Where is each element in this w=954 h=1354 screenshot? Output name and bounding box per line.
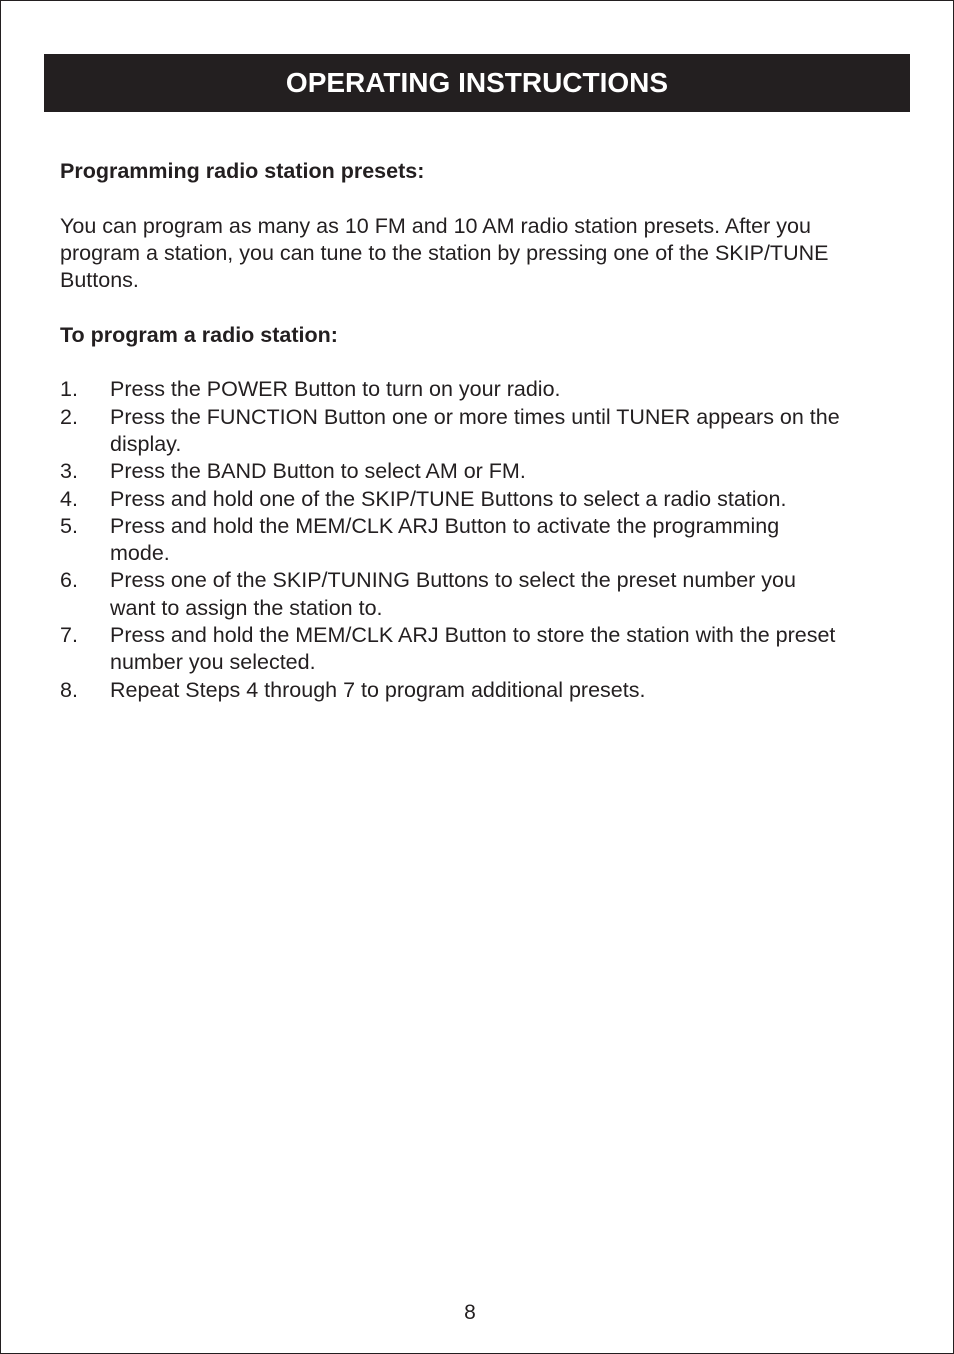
list-item <box>60 677 890 704</box>
list-item <box>60 513 890 568</box>
steps-list <box>60 376 890 704</box>
step-number: 7. <box>60 623 78 648</box>
intro-paragraph: You can program as many as 10 FM and 10 AM radio station presets. After you program a station, you can tune to the station by pressing one of the SKIP/TUNE Buttons. <box>60 213 829 293</box>
header-bar <box>44 54 910 112</box>
step-number: 3. <box>60 459 78 484</box>
step-text: Press one of the SKIP/TUNING Buttons to select the preset number you want to assign the station to. <box>110 568 796 620</box>
step-number: 4. <box>60 486 78 511</box>
spacer <box>60 294 890 321</box>
page-number: 8 <box>464 1301 476 1324</box>
step-text: Press and hold one of the SKIP/TUNE Buttons to select a radio station. <box>110 486 787 511</box>
step-text: Press the POWER Button to turn on your radio. <box>110 377 561 402</box>
list-item <box>60 622 890 677</box>
instructions-section <box>60 158 890 704</box>
list-item <box>60 458 890 485</box>
spacer <box>60 185 890 212</box>
step-text: Press and hold the MEM/CLK ARJ Button to store the station with the preset number you selected. <box>110 623 836 675</box>
section-subheading: To program a radio station: <box>60 322 338 347</box>
step-text: Repeat Steps 4 through 7 to program additional presets. <box>110 677 646 702</box>
step-text: Press the BAND Button to select AM or FM. <box>110 459 526 484</box>
list-item <box>60 376 890 403</box>
spacer <box>60 349 890 376</box>
step-number: 1. <box>60 377 78 402</box>
step-text: Press the FUNCTION Button one or more times until TUNER appears on the display. <box>110 404 840 456</box>
list-item <box>60 567 890 622</box>
step-number: 2. <box>60 404 78 429</box>
step-number: 5. <box>60 513 78 538</box>
step-text: Press and hold the MEM/CLK ARJ Button to activate the programming mode. <box>110 513 780 566</box>
page-title: OPERATING INSTRUCTIONS <box>285 67 669 98</box>
step-number: 6. <box>60 568 78 593</box>
step-number: 8. <box>60 677 78 702</box>
list-item <box>60 486 890 513</box>
list-item <box>60 404 890 459</box>
section-heading: Programming radio station presets: <box>60 159 425 183</box>
